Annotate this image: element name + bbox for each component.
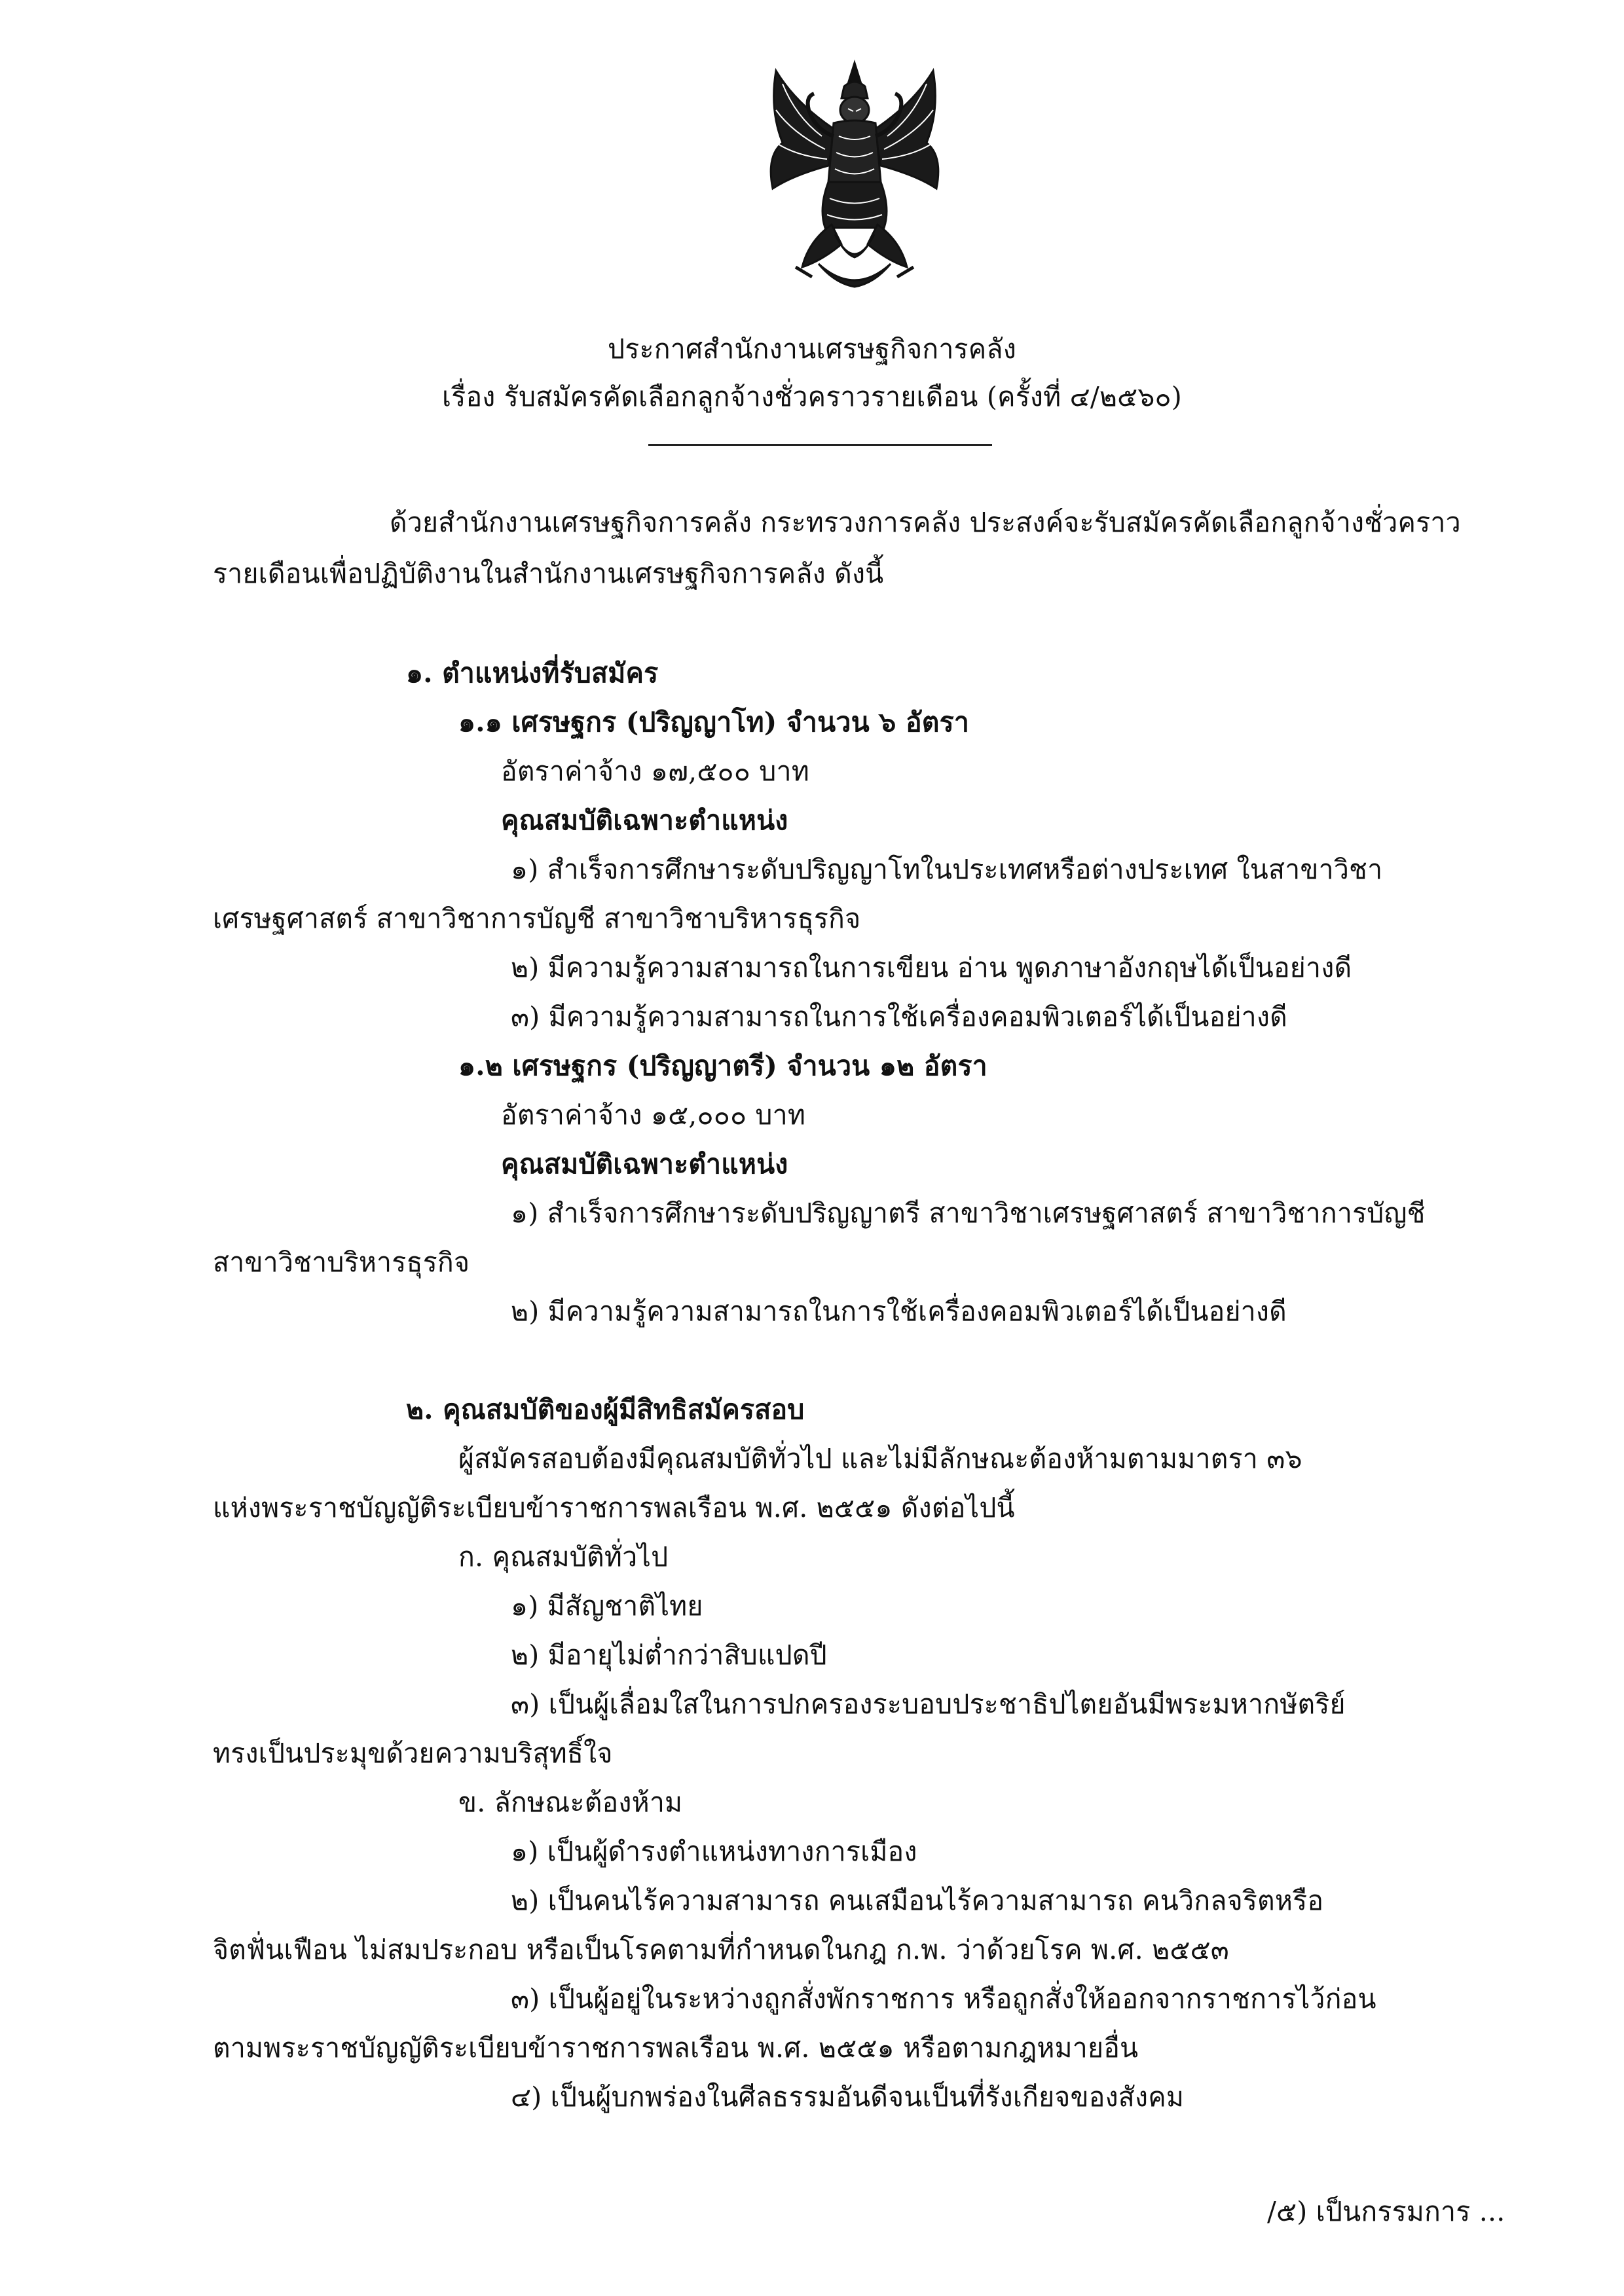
position2-qual-heading: คุณสมบัติเฉพาะตำแหน่ง [501, 1148, 788, 1180]
page-continuation: /๕) เป็นกรรมการ ... [1267, 2196, 1505, 2227]
prohibited-2-line2: จิตฟั่นเฟือน ไม่สมประกอบ หรือเป็นโรคตามที่กำหนดในกฎ ก.พ. ว่าด้วยโรค พ.ศ. ๒๕๕๓ [213, 1934, 1230, 1965]
general-qual-1: ๑) มีสัญชาติไทย [511, 1590, 703, 1622]
position2-wage: อัตราค่าจ้าง ๑๕,๐๐๐ บาท [501, 1099, 806, 1131]
section2-heading: ๒. คุณสมบัติของผู้มีสิทธิสมัครสอบ [406, 1394, 805, 1425]
position2-qual-1-line1: ๑) สำเร็จการศึกษาระดับปริญญาตรี สาขาวิชาเศรษฐศาสตร์ สาขาวิชาการบัญชี [511, 1197, 1426, 1229]
position1-qual-1-line1: ๑) สำเร็จการศึกษาระดับปริญญาโทในประเทศหรือต่างประเทศ ในสาขาวิชา [511, 854, 1383, 885]
announcement-subject: เรื่อง รับสมัครคัดเลือกลูกจ้างชั่วคราวรายเดือน (ครั้งที่ ๔/๒๕๖๐) [442, 381, 1182, 412]
general-qual-2: ๒) มีอายุไม่ต่ำกว่าสิบแปดปี [511, 1639, 827, 1671]
announcement-title: ประกาศสำนักงานเศรษฐกิจการคลัง [608, 333, 1016, 365]
intro-line-2: รายเดือนเพื่อปฏิบัติงานในสำนักงานเศรษฐกิจการคลัง ดังนี้ [213, 558, 884, 589]
position2-qual-1-line2: สาขาวิชาบริหารธุรกิจ [213, 1247, 470, 1278]
position1-qual-heading: คุณสมบัติเฉพาะตำแหน่ง [501, 805, 788, 836]
prohibited-1: ๑) เป็นผู้ดำรงตำแหน่งทางการเมือง [511, 1836, 917, 1867]
general-qual-heading: ก. คุณสมบัติทั่วไป [458, 1541, 669, 1573]
position1-wage: อัตราค่าจ้าง ๑๗,๕๐๐ บาท [501, 756, 809, 787]
section1-heading: ๑. ตำแหน่งที่รับสมัคร [406, 657, 659, 689]
position1-qual-3: ๓) มีความรู้ความสามารถในการใช้เครื่องคอมพิวเตอร์ได้เป็นอย่างดี [511, 1001, 1287, 1032]
prohibited-4: ๔) เป็นผู้บกพร่องในศีลธรรมอันดีจนเป็นที่รังเกียจของสังคม [511, 2081, 1185, 2113]
position1-qual-1-line2: เศรษฐศาสตร์ สาขาวิชาการบัญชี สาขาวิชาบริหารธุรกิจ [213, 903, 861, 934]
position2-title: ๑.๒ เศรษฐกร (ปริญญาตรี) จำนวน ๑๒ อัตรา [458, 1050, 987, 1082]
prohibited-2-line1: ๒) เป็นคนไร้ความสามารถ คนเสมือนไร้ความสามารถ คนวิกลจริตหรือ [511, 1885, 1324, 1916]
title-underline [648, 444, 992, 446]
position1-title: ๑.๑ เศรษฐกร (ปริญญาโท) จำนวน ๖ อัตรา [458, 706, 970, 738]
section2-intro-line2: แห่งพระราชบัญญัติระเบียบข้าราชการพลเรือน พ.ศ. ๒๕๕๑ ดังต่อไปนี้ [213, 1492, 1015, 1523]
prohibited-3-line2: ตามพระราชบัญญัติระเบียบข้าราชการพลเรือน พ.ศ. ๒๕๕๑ หรือตามกฎหมายอื่น [213, 2032, 1139, 2064]
position1-qual-2: ๒) มีความรู้ความสามารถในการเขียน อ่าน พูดภาษาอังกฤษได้เป็นอย่างดี [511, 952, 1352, 983]
prohibited-3-line1: ๓) เป็นผู้อยู่ในระหว่างถูกสั่งพักราชการ หรือถูกสั่งให้ออกจากราชการไว้ก่อน [511, 1983, 1376, 2014]
general-qual-3-line2: ทรงเป็นประมุขด้วยความบริสุทธิ์ใจ [213, 1738, 613, 1769]
prohibited-heading: ข. ลักษณะต้องห้าม [458, 1787, 683, 1818]
section2-intro-line1: ผู้สมัครสอบต้องมีคุณสมบัติทั่วไป และไม่มีลักษณะต้องห้ามตามมาตรา ๓๖ [458, 1443, 1302, 1474]
intro-line-1: ด้วยสำนักงานเศรษฐกิจการคลัง กระทรวงการคลัง ประสงค์จะรับสมัครคัดเลือกลูกจ้างชั่วคราว [390, 507, 1461, 538]
garuda-emblem-icon [756, 58, 953, 300]
position2-qual-2: ๒) มีความรู้ความสามารถในการใช้เครื่องคอมพิวเตอร์ได้เป็นอย่างดี [511, 1296, 1287, 1327]
general-qual-3-line1: ๓) เป็นผู้เลื่อมใสในการปกครองระบอบประชาธิปไตยอันมีพระมหากษัตริย์ [511, 1688, 1346, 1720]
